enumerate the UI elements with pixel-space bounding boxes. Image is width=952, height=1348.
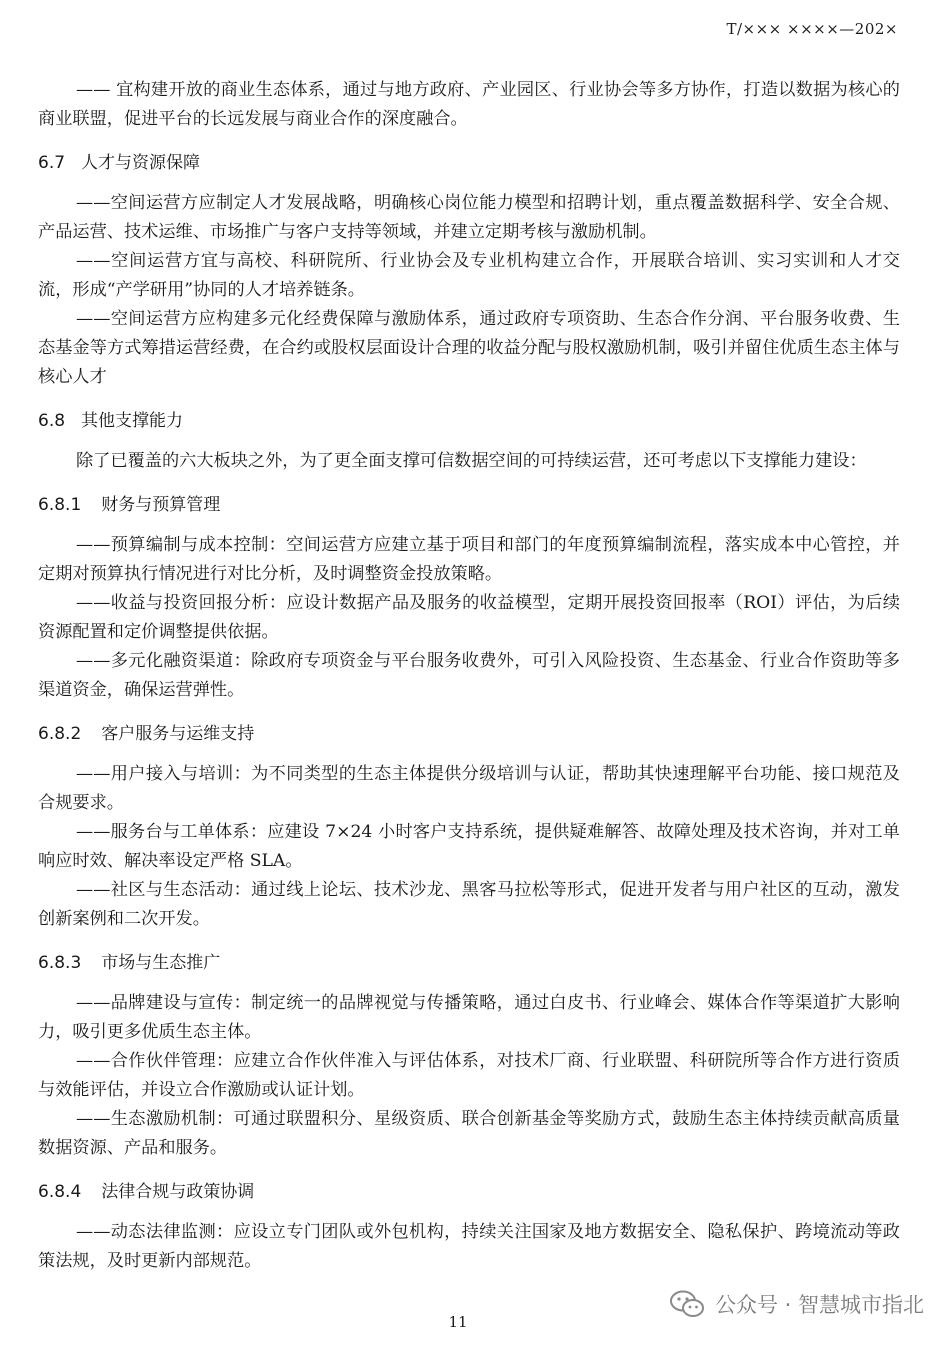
section-number: 6.7 (38, 153, 66, 173)
paragraph: ——社区与生态活动：通过线上论坛、技术沙龙、黑客马拉松等形式，促进开发者与用户社区的互动，激发创新案例和二次开发。 (38, 880, 900, 929)
section-heading-6-7 (38, 149, 900, 178)
watermark-text: 公众号 · 智慧城市指北 (714, 1293, 924, 1317)
section-heading-6-8-4 (38, 1178, 900, 1207)
paragraph: ——空间运营方应制定人才发展战略，明确核心岗位能力模型和招聘计划，重点覆盖数据科学、安全合规、产品运营、技术运维、市场推广与客户支持等领域，并建立定期考核与激励机制。 (38, 193, 900, 242)
wechat-icon (669, 1290, 705, 1318)
page-number: 11 (448, 1313, 468, 1331)
paragraph: ——预算编制与成本控制：空间运营方应建立基于项目和部门的年度预算编制流程，落实成本中心管控，并定期对预算执行情况进行对比分析，及时调整资金投放策略。 (38, 535, 900, 584)
paragraph: ——多元化融资渠道：除政府专项资金与平台服务收费外，可引入风险投资、生态基金、行业合作资助等多渠道资金，确保运营弹性。 (38, 651, 900, 700)
paragraph: ——生态激励机制：可通过联盟积分、星级资质、联合创新基金等奖励方式，鼓励生态主体持续贡献高质量数据资源、产品和服务。 (38, 1109, 900, 1158)
section-title: 财务与预算管理 (101, 495, 221, 515)
section-title: 法律合规与政策协调 (101, 1182, 255, 1202)
section-number: 6.8.2 (38, 724, 82, 744)
section-number: 6.8 (38, 411, 66, 431)
watermark (669, 1289, 924, 1319)
paragraph: ——用户接入与培训：为不同类型的生态主体提供分级培训与认证，帮助其快速理解平台功能、接口规范及合规要求。 (38, 764, 900, 813)
paragraph: ——服务台与工单体系：应建设 7×24 小时客户支持系统，提供疑难解答、故障处理及技术咨询，并对工单响应时效、解决率设定严格 SLA。 (38, 822, 900, 871)
section-title: 客户服务与运维支持 (101, 724, 255, 744)
section-title: 市场与生态推广 (101, 953, 221, 973)
section-heading-6-8-3 (38, 949, 900, 978)
section-title: 人才与资源保障 (81, 153, 201, 173)
section-number: 6.8.3 (38, 953, 82, 973)
paragraph: ——空间运营方应构建多元化经费保障与激励体系，通过政府专项资助、生态合作分润、平台服务收费、生态基金等方式筹措运营经费，在合约或股权层面设计合理的收益分配与股权激励机制，吸引并留住优质生态主体与核心人才 (38, 309, 900, 387)
paragraph: ——合作伙伴管理：应建立合作伙伴准入与评估体系，对技术厂商、行业联盟、科研院所等合作方进行资质与效能评估，并设立合作激励或认证计划。 (38, 1051, 900, 1100)
section-title: 其他支撑能力 (81, 411, 184, 431)
section-number: 6.8.1 (38, 495, 82, 515)
section-heading-6-8-1 (38, 491, 900, 520)
paragraph: ——动态法律监测：应设立专门团队或外包机构，持续关注国家及地方数据安全、隐私保护、跨境流动等政策法规，及时更新内部规范。 (38, 1222, 900, 1271)
paragraph: ——空间运营方宜与高校、科研院所、行业协会及专业机构建立合作，开展联合培训、实习实训和人才交流，形成“产学研用”协同的人才培养链条。 (38, 251, 900, 300)
paragraph: ——收益与投资回报分析：应设计数据产品及服务的收益模型，定期开展投资回报率（ROI）评估，为后续资源配置和定价调整提供依据。 (38, 593, 900, 642)
document-body (38, 76, 900, 1276)
paragraph: 除了已覆盖的六大板块之外，为了更全面支撑可信数据空间的可持续运营，还可考虑以下支撑能力建设： (76, 451, 867, 471)
paragraph: —— 宜构建开放的商业生态体系，通过与地方政府、产业园区、行业协会等多方协作，打造以数据为核心的商业联盟，促进平台的长远发展与商业合作的深度融合。 (38, 80, 900, 129)
paragraph: ——品牌建设与宣传：制定统一的品牌视觉与传播策略，通过白皮书、行业峰会、媒体合作等渠道扩大影响力，吸引更多优质生态主体。 (38, 993, 900, 1042)
section-heading-6-8 (38, 407, 900, 436)
section-heading-6-8-2 (38, 720, 900, 749)
section-number: 6.8.4 (38, 1182, 82, 1202)
document-code: T/××× ××××—202× (726, 20, 898, 38)
